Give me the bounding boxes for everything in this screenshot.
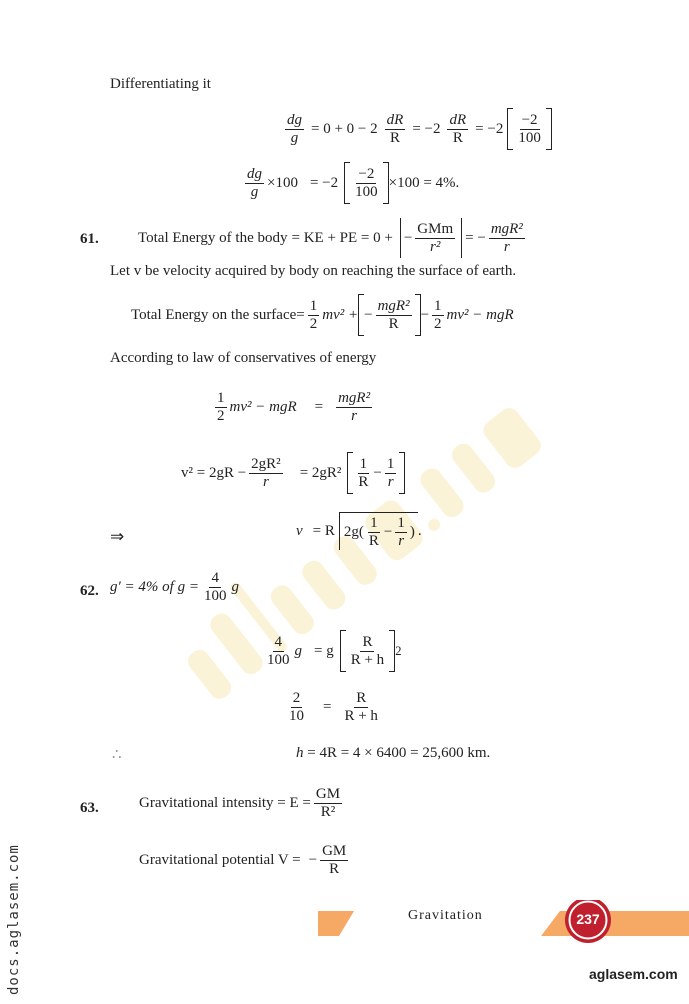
q61-total-energy: Total Energy of the body = KE + PE = 0 + − GMm r² = − mgR² r <box>138 218 528 258</box>
q63-potential: Gravitational potential V = − $\frac{GM}{R}$ <box>139 843 347 877</box>
question-number-62: 62. <box>80 583 99 599</box>
page-number: 237 <box>576 911 600 927</box>
q62-result: h = 4R = 4 × 6400 = 25,600 km. <box>296 745 491 761</box>
q61-let-text: Let v be velocity acquired by body on reaching the surface of earth. <box>110 263 517 279</box>
equation-2: $\frac{dg}{g}$ ×100 = −2 −2 100 ×100 = 4%. <box>242 162 459 204</box>
q61-surface-energy: Total Energy on the surface= $\frac{1}{2}$ mv² + − mgR² R − $\frac{1}{2}$ mv² − mgR <box>131 294 514 336</box>
side-url: docs.aglasem.com <box>6 844 22 995</box>
implies-symbol: ⇒ <box>110 527 125 546</box>
chapter-title: Gravitation <box>408 908 483 923</box>
q62-step-1: 4 100 g = g R R + h 2 <box>262 630 401 672</box>
question-number-61: 61. <box>80 231 99 247</box>
therefore-symbol: ∴ <box>112 747 122 763</box>
footer-band-right <box>541 911 689 936</box>
footer-band-left <box>318 911 354 936</box>
q61-law-text: According to law of conservatives of energy <box>110 350 377 366</box>
q61-final-velocity: v = R 2g( $\frac{1}{R}$ − $\frac{1}{r}$ ) . <box>296 512 422 550</box>
q63-intensity: Gravitational intensity = E = $\frac{GM}{\text{R²}}$ <box>139 786 341 820</box>
question-number-63: 63. <box>80 800 99 816</box>
site-name: aglasem.com <box>589 966 678 982</box>
equation-1: $\frac{dg}{g}$ = 0 + 0 − 2 $\frac{dR}{R}$ = −2 $\frac{dR}{R}$ = −2 −2 100 <box>282 108 552 150</box>
intro-text: Differentiating it <box>110 76 211 92</box>
q61-conservation: 1 2 mv² − mgR = mgR² r <box>217 390 371 424</box>
q62-given: g′ = 4% of g = $\frac{4}{100}$ g <box>110 570 239 604</box>
q62-step-2: $\frac{2}{10}$ = $\frac{R}{R + h}$ <box>289 690 378 724</box>
q61-velocity-squared: v² = 2gR − $\frac{\text{2gR²}}{r}$ = 2gR² 1 R − $\frac{1}{r}$ <box>181 452 405 494</box>
